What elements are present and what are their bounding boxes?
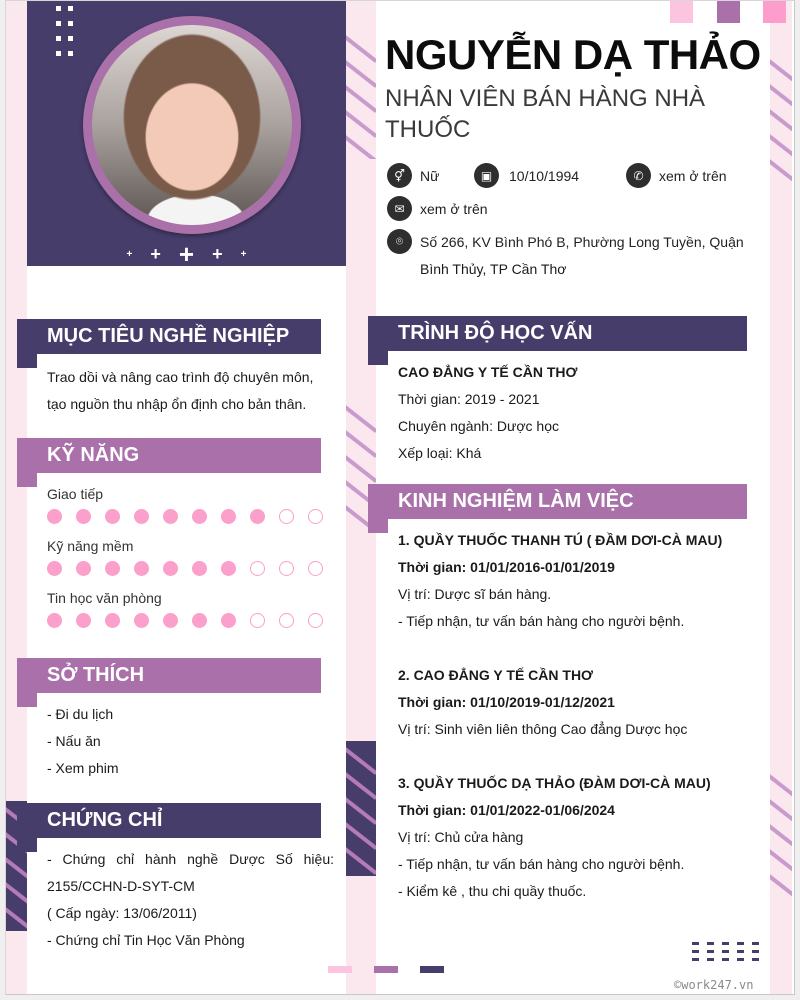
birthday-value: 10/10/1994 [509, 167, 580, 184]
skill-rating [47, 509, 323, 524]
job-title: NHÂN VIÊN BÁN HÀNG NHÀ THUỐC [385, 85, 706, 143]
skill-rating [47, 613, 323, 628]
section-header-education [368, 316, 747, 351]
job-name: 3. QUẦY THUỐC DẠ THẢO (ĐÀM DƠI-CÀ MAU) [398, 775, 711, 791]
experience-item: 2. CAO ĐẲNG Y TẾ CẦN THƠ Thời gian: 01/10/2019-01/12/2021 Vị trí: Sinh viên liên thông Cao đẳng Dược học [398, 662, 687, 743]
header-tab-decoration [17, 693, 37, 707]
gender-value: Nữ [420, 167, 440, 184]
section-title: MỤC TIÊU NGHỀ NGHIỆP [47, 325, 290, 347]
header-tab-decoration [17, 838, 37, 852]
section-title: SỞ THÍCH [47, 664, 145, 686]
section-header-skills [17, 438, 321, 473]
plus-decoration: + + + + + [126, 239, 247, 269]
skill-label: Tin học văn phòng [47, 590, 162, 606]
profile-photo-panel [27, 1, 346, 269]
header-tab-decoration [17, 354, 37, 368]
job-time: Thời gian: 01/01/2022-01/06/2024 [398, 802, 615, 818]
header-tab-decoration [368, 351, 388, 365]
section-header-objective [17, 319, 321, 354]
school-name: CAO ĐẲNG Y TẾ CẦN THƠ [398, 364, 578, 380]
email-value: xem ở trên [420, 200, 488, 217]
contact-gender [387, 163, 439, 188]
stripe-decoration [770, 768, 792, 898]
hobbies-list [47, 701, 119, 782]
address-line-1: Số 266, KV Bình Phó B, Phường Long Tuyền, Quận [420, 233, 744, 250]
education-grade: Xếp loại: Khá [398, 445, 482, 461]
contact-email [387, 196, 488, 221]
section-title: KỸ NĂNG [47, 444, 140, 466]
section-header-experience [368, 484, 747, 519]
skill-rating [47, 561, 323, 576]
location-icon: ⌾ [387, 229, 412, 254]
certificates-list: - Chứng chỉ hành nghề Dược Số hiệu: 2155/CCHN-D-SYT-CM ( Cấp ngày: 13/06/2011) - Chứng chỉ Tin Học Văn Phòng [47, 851, 334, 948]
address-line-2: Bình Thủy, TP Cần Thơ [420, 261, 567, 277]
watermark: ©work247.vn [674, 978, 754, 992]
section-header-certificates [17, 803, 321, 838]
stripe-decoration [346, 741, 376, 876]
section-title: CHỨNG CHỈ [47, 809, 163, 831]
education-time: Thời gian: 2019 - 2021 [398, 391, 540, 407]
mail-icon: ✉ [387, 196, 412, 221]
experience-item: 1. QUẦY THUỐC THANH TÚ ( ĐẦM DƠI-CÀ MAU) Thời gian: 01/01/2016-01/01/2019 Vị trí: Dược sĩ bán hàng. - Tiếp nhận, tư vấn bán hàng cho người bệnh. [398, 527, 722, 635]
stripe-decoration [770, 53, 792, 183]
job-name: 1. QUẦY THUỐC THANH TÚ ( ĐẦM DƠI-CÀ MAU) [398, 532, 723, 548]
job-time: Thời gian: 01/10/2019-01/12/2021 [398, 694, 615, 710]
list-item: - Nấu ăn [47, 733, 101, 749]
header-tab-decoration [17, 473, 37, 487]
list-item: - Đi du lịch [47, 706, 114, 722]
skill-label: Giao tiếp [47, 486, 104, 502]
job-time: Thời gian: 01/01/2016-01/01/2019 [398, 559, 615, 575]
gender-icon: ⚥ [387, 163, 412, 188]
objective-text: Trao dồi và nâng cao trình độ chuyên môn, tạo nguồn thu nhập ổn định cho bản thân. [47, 369, 314, 412]
cv-page [5, 0, 795, 995]
calendar-icon: ▣ [474, 163, 499, 188]
contact-phone [626, 163, 727, 188]
phone-icon: ✆ [626, 163, 651, 188]
section-title: TRÌNH ĐỘ HỌC VẤN [398, 322, 593, 344]
contact-birthday [474, 163, 579, 188]
job-name: 2. CAO ĐẲNG Y TẾ CẦN THƠ [398, 667, 594, 683]
dot-grid-decoration [692, 942, 759, 961]
dot-grid-decoration [44, 6, 73, 56]
experience-item: 3. QUẦY THUỐC DẠ THẢO (ĐÀM DƠI-CÀ MAU) Thời gian: 01/01/2022-01/06/2024 Vị trí: Chủ cửa hàng - Tiếp nhận, tư vấn bán hàng cho người bệnh. - Kiểm kê , thu chi quầy thuốc. [398, 770, 711, 905]
header-tab-decoration [368, 519, 388, 533]
phone-value: xem ở trên [659, 167, 727, 184]
section-title: KINH NGHIỆM LÀM VIỆC [398, 490, 634, 512]
contact-address [387, 229, 744, 254]
skill-label: Kỹ năng mềm [47, 538, 134, 554]
avatar [92, 25, 292, 225]
avatar-ring [83, 16, 301, 234]
list-item: - Xem phim [47, 760, 119, 776]
education-major: Chuyên ngành: Dược học [398, 418, 559, 434]
education-block [398, 359, 577, 467]
stripe-decoration [346, 29, 376, 159]
candidate-name: NGUYỄN DẠ THẢO [385, 31, 761, 78]
section-header-hobbies [17, 658, 321, 693]
